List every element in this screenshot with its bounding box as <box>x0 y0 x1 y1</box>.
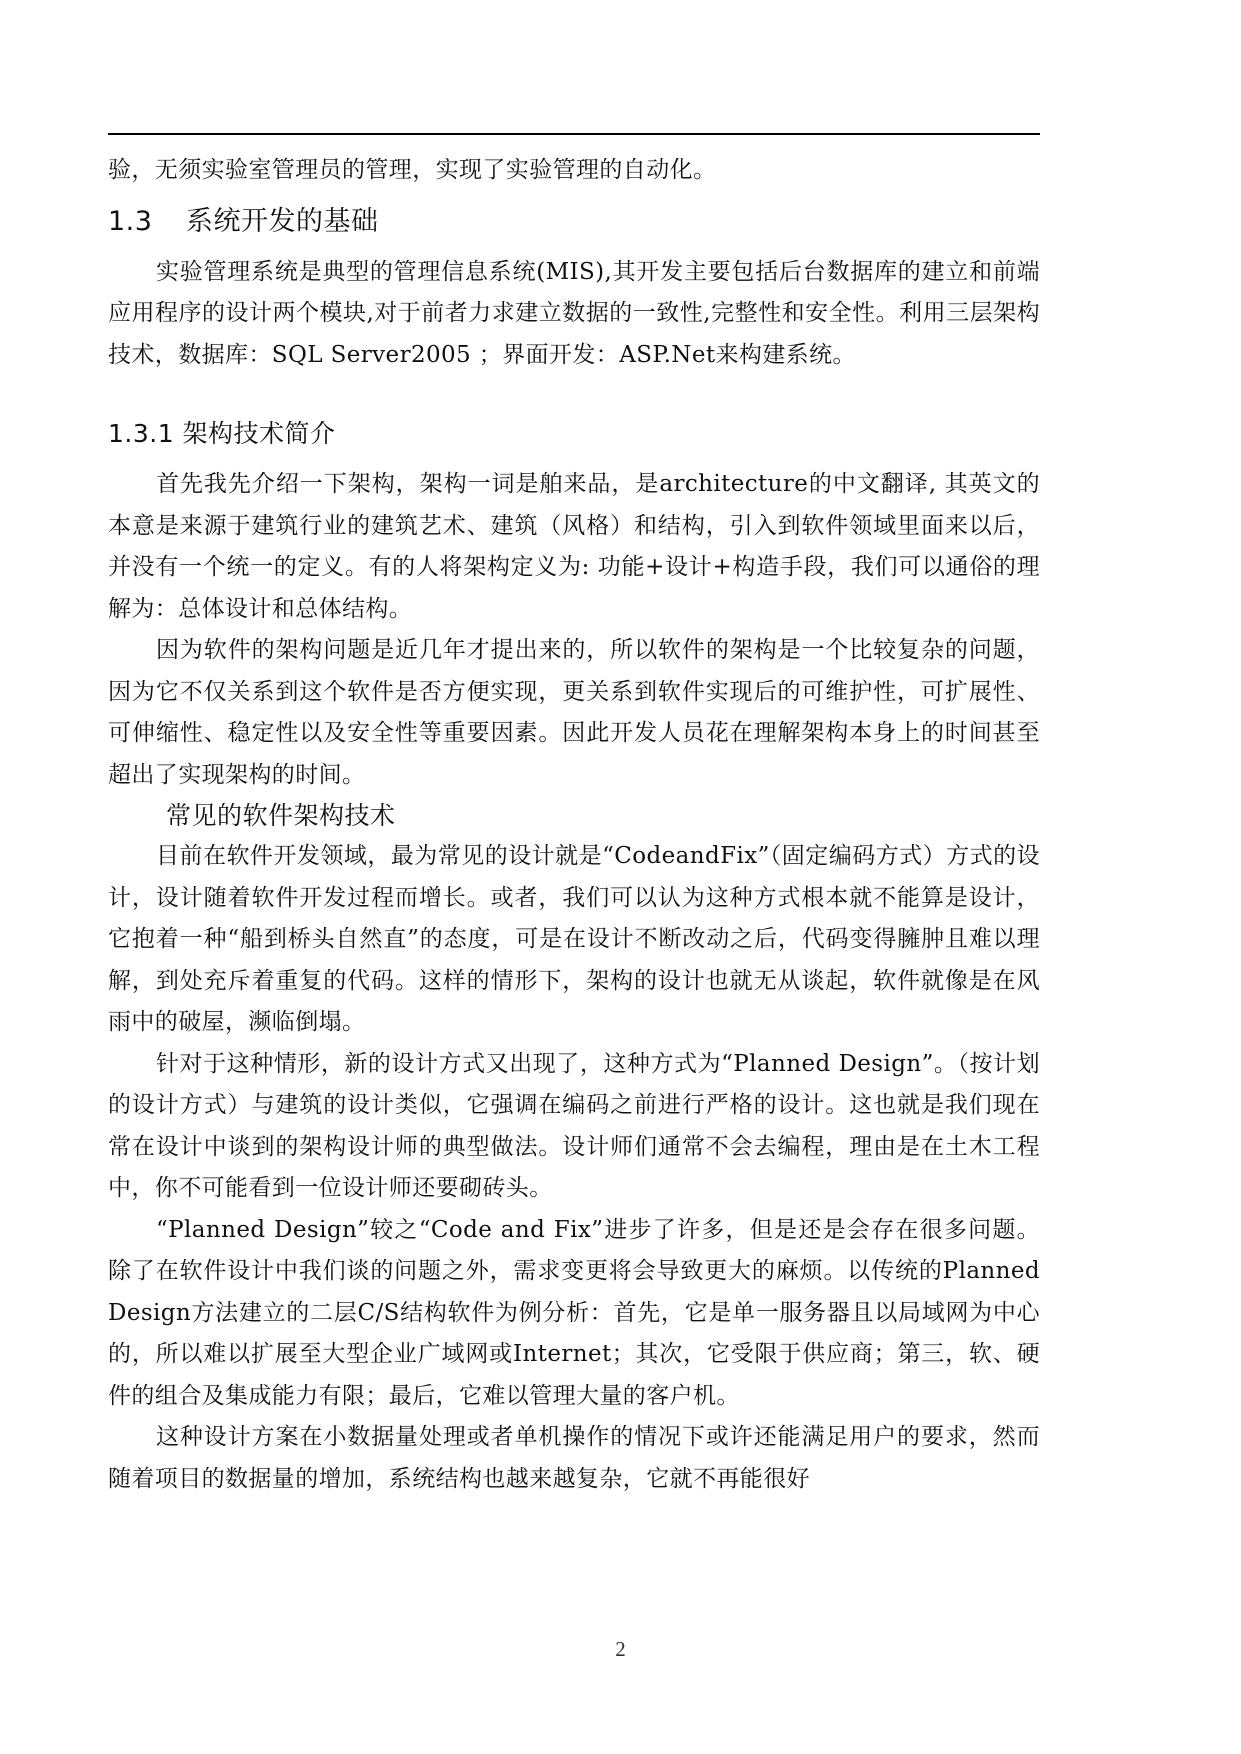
section-heading-1-3-1: 1.3.1 架构技术简介 <box>108 419 336 448</box>
page-number: 2 <box>615 1637 626 1661</box>
header-rule <box>108 133 1040 135</box>
paragraph-common-c: “Planned Design”较之“Code and Fix”进步了许多，但是还是会存在很多问题。除了在软件设计中我们谈的问题之外，需求变更将会导致更大的麻烦。以传统的PlannedDesign方法建立的二层C/S结构软件为例分析：首先，它是单一服务器且以局域网为中心的，所以难以扩展至大型企业广域网或Internet；其次，它受限于供应商；第三，软、硬件的组合及集成能力有限；最后，它难以管理大量的客户机。 <box>108 1216 1040 1409</box>
section-title: 系统开发的基础 <box>186 205 379 237</box>
paragraph-1-3-1-b: 因为软件的架构问题是近几年才提出来的，所以软件的架构是一个比较复杂的问题，因为它不仅关系到这个软件是否方便实现，更关系到软件实现后的可维护性，可扩展性、可伸缩性、稳定性以及安全性等重要因素。因此开发人员花在理解架构本身上的时间甚至超出了实现架构的时间。 <box>108 637 1040 788</box>
section-number: 1.3 <box>108 205 153 237</box>
lead-paragraph: 验，无须实验室管理员的管理，实现了实验管理的自动化。 <box>108 157 717 183</box>
paragraph-common-b: 针对于这种情形，新的设计方式又出现了，这种方式为“Planned Design”。（按计划的设计方式）与建筑的设计类似，它强调在编码之前进行严格的设计。这也就是我们现在常在设计中谈到的架构设计师的典型做法。设计师们通常不会去编程，理由是在土木工程中，你不可能看到一位设计师还要砌砖头。 <box>108 1050 1040 1201</box>
paragraph-common-d: 这种设计方案在小数据量处理或者单机操作的情况下或许还能满足用户的要求，然而随着项目的数据量的增加，系统结构也越来越复杂，它就不再能很好 <box>108 1424 1040 1492</box>
paragraph-common-a: 目前在软件开发领域，最为常见的设计就是“CodeandFix”（固定编码方式）方式的设计，设计随着软件开发过程而增长。或者，我们可以认为这种方式根本就不能算是设计，它抱着一种“船到桥头自然直”的态度，可是在设计不断改动之后，代码变得臃肿且难以理解，到处充斥着重复的代码。这样的情形下，架构的设计也就无从谈起，软件就像是在风雨中的破屋，濒临倒塌。 <box>108 843 1040 1035</box>
subsection-heading-common-architecture: 常见的软件架构技术 <box>166 801 396 830</box>
paragraph-1-3-1-a: 首先我先介绍一下架构，架构一词是舶来品，是architecture的中文翻译, 其英文的本意是来源于建筑行业的建筑艺术、建筑（风格）和结构，引入到软件领域里面来以后，并没有一个统一的定义。有的人将架构定义为: 功能+设计+构造手段，我们可以通俗的理解为：总体设计和总体结构。 <box>108 471 1040 622</box>
section-heading-1-3 <box>108 202 1040 242</box>
page-body <box>108 150 1040 1500</box>
paragraph-1-3: 实验管理系统是典型的管理信息系统(MIS),其开发主要包括后台数据库的建立和前端应用程序的设计两个模块,对于前者力求建立数据的一致性,完整性和安全性。利用三层架构技术，数据库：SQL Server2005 ；界面开发：ASP.Net来构建系统。 <box>108 258 1040 368</box>
